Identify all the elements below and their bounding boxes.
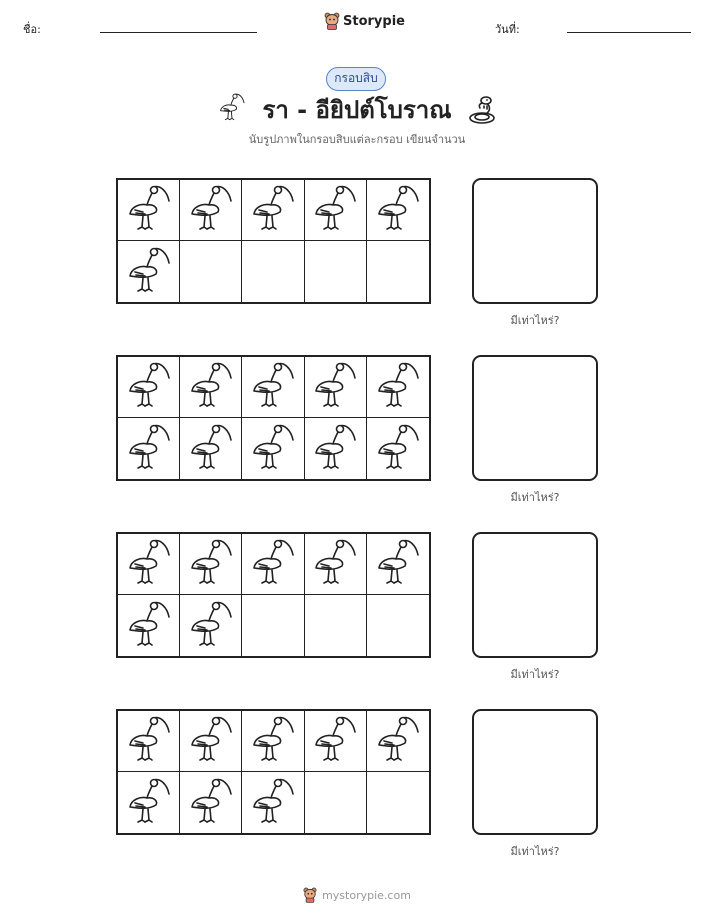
ibis-icon [375,537,421,591]
ibis-icon [312,422,358,476]
frame-cell [242,595,304,656]
frame-cell [305,772,367,833]
storypie-mascot-icon [324,12,340,30]
frame-cell [180,241,242,302]
ibis-icon [188,183,234,237]
frame-cell [305,180,367,241]
footer [0,887,714,903]
ibis-icon [250,422,296,476]
date-label: วันที่: [495,23,520,36]
ibis-icon [126,714,172,768]
frame-cell [180,595,242,656]
ten-frame-3 [116,532,431,658]
frame-cell [367,534,429,595]
count-question: มีเท่าไหร่? [510,845,560,858]
ibis-icon [188,776,234,830]
frame-cell [118,241,180,302]
ibis-icon [375,183,421,237]
ibis-icon [375,360,421,414]
ibis-icon [250,360,296,414]
ibis-icon [126,422,172,476]
name-line[interactable] [100,32,257,33]
frame-cell [305,241,367,302]
ibis-icon [375,714,421,768]
ibis-icon [126,537,172,591]
frame-cell [305,418,367,479]
brand [324,12,405,30]
count-question: มีเท่าไหร่? [510,491,560,504]
frame-cell [118,772,180,833]
frame-cell [305,534,367,595]
frame-cell [118,357,180,418]
storypie-mascot-icon [303,887,317,903]
brand-name: Storypie [343,13,405,29]
frame-cell [242,534,304,595]
ibis-icon [188,714,234,768]
frame-cell [305,357,367,418]
ibis-icon [126,360,172,414]
frame-cell [305,595,367,656]
topic-badge: กรอบสิบ [326,67,386,91]
ibis-icon [188,422,234,476]
frame-cell [305,711,367,772]
ibis-icon [126,245,172,299]
count-question: มีเท่าไหร่? [510,668,560,681]
ten-frame-4 [116,709,431,835]
ibis-icon [312,537,358,591]
ibis-icon [188,599,234,653]
frame-cell [242,418,304,479]
ibis-icon [126,776,172,830]
ibis-icon [250,776,296,830]
worksheet-title: รา - อียิปต์โบราณ [262,96,452,124]
frame-cell [367,418,429,479]
ibis-icon [312,714,358,768]
frame-cell [180,711,242,772]
date-line[interactable] [567,32,691,33]
frame-cell [242,711,304,772]
frame-cell [367,772,429,833]
footer-url[interactable]: mystorypie.com [322,888,411,902]
name-label: ชื่อ: [23,23,41,36]
instruction-text: นับรูปภาพในกรอบสิบแต่ละกรอบ เขียนจำนวน [248,133,466,146]
count-question: มีเท่าไหร่? [510,314,560,327]
frame-cell [367,180,429,241]
frame-cell [180,180,242,241]
ibis-icon [188,537,234,591]
ibis-icon [188,360,234,414]
answer-box-4[interactable] [472,709,598,835]
frame-cell [180,534,242,595]
ibis-icon [250,714,296,768]
frame-cell [367,711,429,772]
frame-cell [180,357,242,418]
answer-box-3[interactable] [472,532,598,658]
frame-cell [118,595,180,656]
frame-cell [118,711,180,772]
answer-box-1[interactable] [472,178,598,304]
frame-cell [242,180,304,241]
frame-cell [180,772,242,833]
ibis-icon [375,422,421,476]
frame-cell [242,357,304,418]
frame-cell [367,595,429,656]
frame-cell [367,241,429,302]
answer-box-2[interactable] [472,355,598,481]
ten-frame-2 [116,355,431,481]
frame-cell [242,772,304,833]
snake-icon [466,94,498,126]
ibis-icon [250,537,296,591]
frame-cell [118,534,180,595]
ibis-icon [126,183,172,237]
frame-cell [118,418,180,479]
frame-cell [242,241,304,302]
ibis-icon [126,599,172,653]
ibis-icon [250,183,296,237]
frame-cell [118,180,180,241]
frame-cell [367,357,429,418]
ibis-icon [312,360,358,414]
ten-frame-1 [116,178,431,304]
ibis-icon [312,183,358,237]
frame-cell [180,418,242,479]
